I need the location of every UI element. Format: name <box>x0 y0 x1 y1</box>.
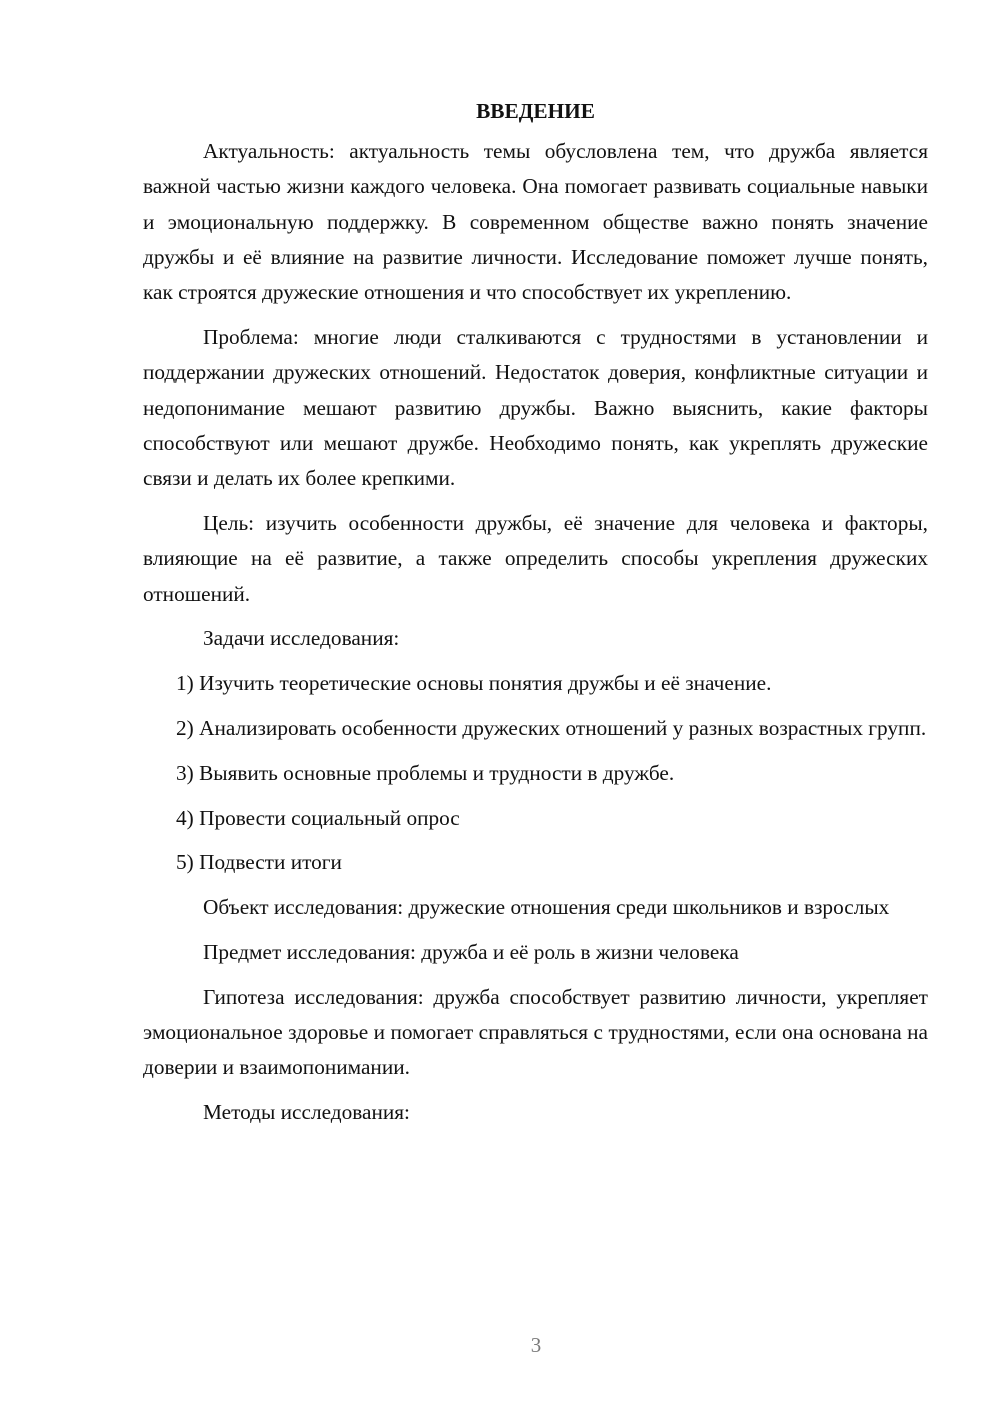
task-item-5: 5) Подвести итоги <box>176 850 342 875</box>
tasks-title: Задачи исследования: <box>203 626 400 651</box>
subject-paragraph: Предмет исследования: дружба и её роль в жизни человека <box>203 939 739 964</box>
page-number: 3 <box>530 1333 542 1357</box>
section-heading: ВВЕДЕНИЕ <box>476 99 595 123</box>
hypothesis-paragraph: Гипотеза исследования: дружба способствует развитию личности, укрепляет эмоциональное здоровье и помогает справляться с трудностями, если она основана на доверии и взаимопонимании. <box>143 984 928 1080</box>
relevance-paragraph: Актуальность: актуальность темы обусловлена тем, что дружба является важной частью жизни каждого человека. Она помогает развивать социальные навыки и эмоциональную поддержку. В современном обществе важно понять значение дружбы и её влияние на развитие личности. Исследование поможет лучше понять, как строятся дружеские отношения и что способствует их укреплению. <box>143 139 928 305</box>
methods-title: Методы исследования: <box>203 1100 410 1125</box>
problem-paragraph: Проблема: многие люди сталкиваются с трудностями в установлении и поддержании дружеских отношений. Недостаток доверия, конфликтные ситуации и недопонимание мешают развитию дружбы. Важно выяснить, какие факторы способствуют или мешают дружбе. Необходимо понять, как укреплять дружеские связи и делать их более крепкими. <box>143 324 928 491</box>
goal-paragraph: Цель: изучить особенности дружбы, её значение для человека и факторы, влияющие на её развитие, а также определить способы укрепления дружеских отношений. <box>143 510 928 606</box>
task-item-1: 1) Изучить теоретические основы понятия дружбы и её значение. <box>176 671 772 696</box>
page-content <box>143 96 928 1140</box>
task-item-2: 2) Анализировать особенности дружеских отношений у разных возрастных групп. <box>176 715 927 740</box>
task-item-3: 3) Выявить основные проблемы и трудности в дружбе. <box>176 760 675 785</box>
object-paragraph: Объект исследования: дружеские отношения среди школьников и взрослых <box>203 895 890 920</box>
task-item-4: 4) Провести социальный опрос <box>176 805 460 830</box>
